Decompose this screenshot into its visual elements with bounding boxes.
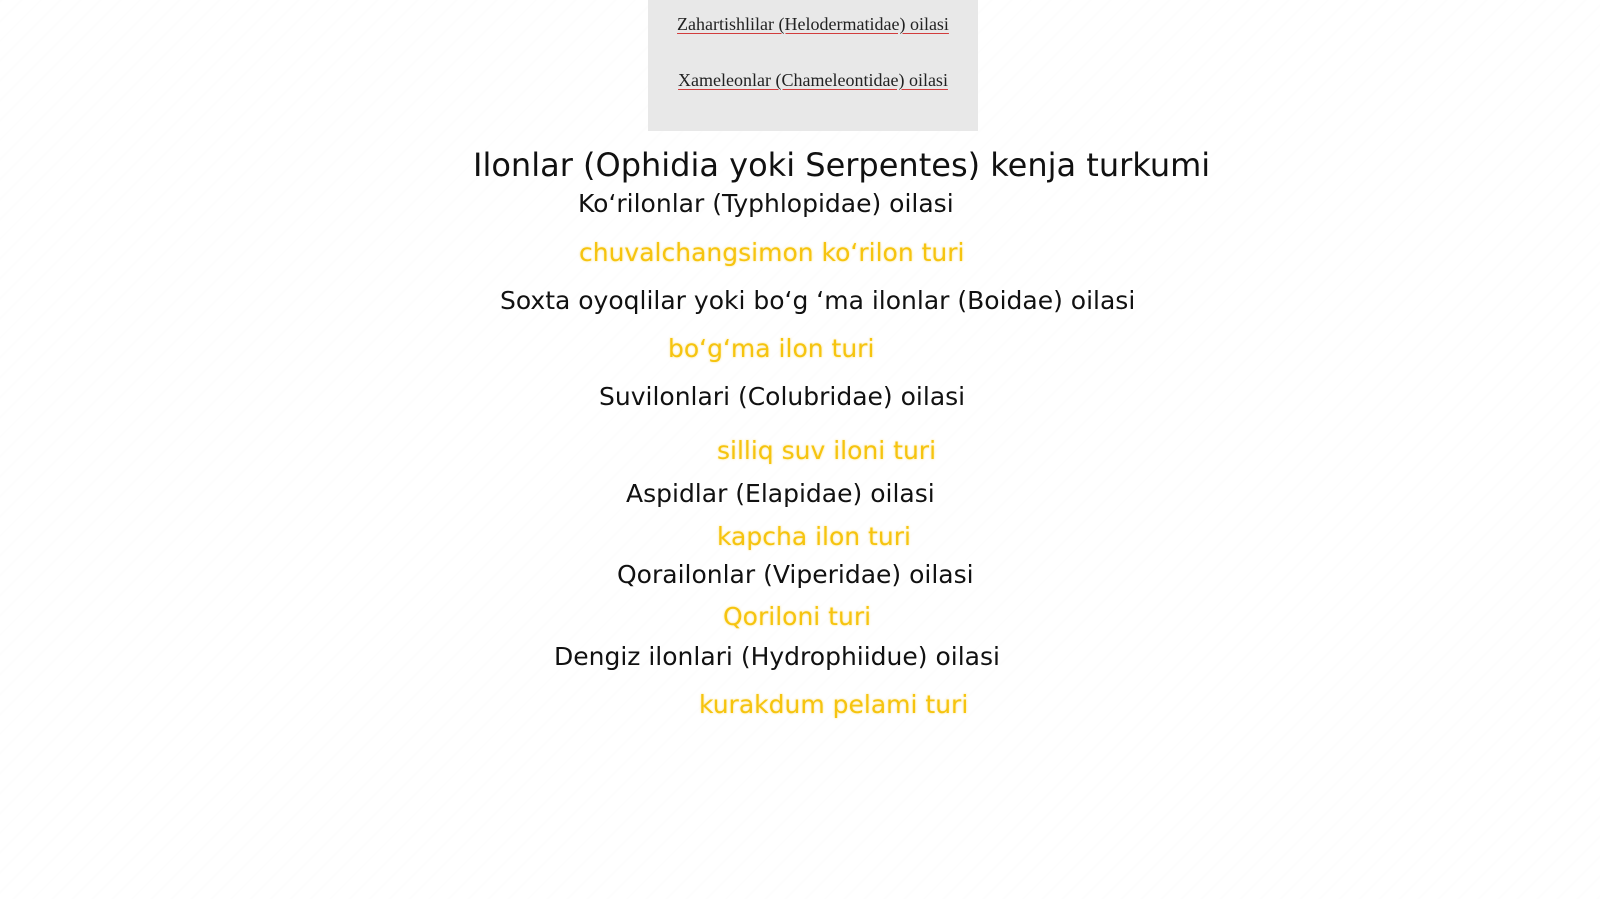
species-viperidae: Qoriloni turi [723, 602, 872, 631]
species-hydrophiidae: kurakdum pelami turi [699, 690, 969, 719]
embedded-family-line-1: Zahartishlilar (Helodermatidae) oilasi [677, 14, 949, 34]
family-boidae: Soxta oyoqlilar yoki boʻg ʻma ilonlar (Boidae) oilasi [500, 286, 1136, 315]
species-typhlopidae: chuvalchangsimon koʻrilon turi [579, 238, 965, 267]
embedded-image-lizard-families [648, 0, 978, 131]
species-elapidae: kapcha ilon turi [717, 522, 911, 551]
family-colubridae: Suvilonlari (Colubridae) oilasi [599, 382, 966, 411]
family-elapidae: Aspidlar (Elapidae) oilasi [626, 479, 935, 508]
family-viperidae: Qorailonlar (Viperidae) oilasi [617, 560, 974, 589]
species-colubridae: silliq suv iloni turi [717, 436, 937, 465]
family-typhlopidae: Koʻrilonlar (Typhlopidae) oilasi [578, 189, 954, 218]
species-boidae: boʻgʻma ilon turi [668, 334, 875, 363]
family-hydrophiidae: Dengiz ilonlari (Hydrophiidue) oilasi [554, 642, 1000, 671]
embedded-family-line-2: Xameleonlar (Chameleontidae) oilasi [678, 70, 948, 90]
slide-title: Ilonlar (Ophidia yoki Serpentes) kenja turkumi [473, 146, 1211, 184]
